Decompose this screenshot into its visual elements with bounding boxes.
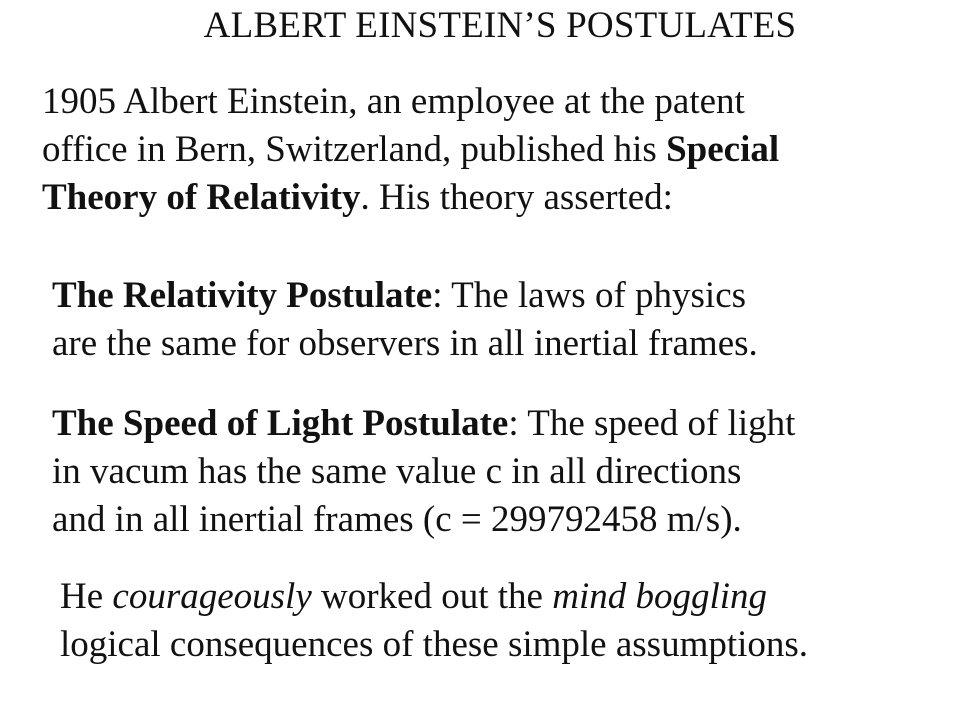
closing-courageously: courageously xyxy=(112,576,312,617)
intro-line-1: 1905 Albert Einstein, an employee at the patent xyxy=(42,81,745,122)
relativity-postulate xyxy=(52,272,758,368)
intro-line-3-text: . His theory asserted: xyxy=(360,177,673,218)
closing-text-a: He xyxy=(60,576,113,617)
intro-line-2-text: office in Bern, Switzerland, published his xyxy=(42,129,667,170)
intro-line-3 xyxy=(42,174,779,222)
intro-paragraph xyxy=(42,78,779,222)
light-line-1 xyxy=(52,400,795,448)
slide-title: ALBERT EINSTEIN’S POSTULATES xyxy=(203,5,797,46)
light-postulate-term: The Speed of Light Postulate xyxy=(52,403,509,444)
closing-line-1 xyxy=(60,573,808,621)
closing-paragraph xyxy=(60,573,808,669)
relativity-line-2: are the same for observers in all inertial frames. xyxy=(52,323,758,364)
intro-theory-term: Theory of Relativity xyxy=(42,177,361,218)
relativity-line-1-text: : The laws of physics xyxy=(432,275,747,316)
closing-mind-boggling: mind boggling xyxy=(552,576,768,617)
light-line-1-text: : The speed of light xyxy=(508,403,796,444)
relativity-line-1 xyxy=(52,272,758,320)
light-line-2: in vacum has the same value c in all directions xyxy=(52,451,742,492)
speed-of-light-postulate xyxy=(52,400,795,544)
relativity-postulate-term: The Relativity Postulate xyxy=(52,275,433,316)
intro-line-2 xyxy=(42,126,779,174)
closing-line-2: logical consequences of these simple assumptions. xyxy=(60,624,809,665)
intro-special-term: Special xyxy=(666,129,780,170)
light-line-3: and in all inertial frames (c = 299792458 m/s). xyxy=(52,499,742,540)
closing-text-b: worked out the xyxy=(311,576,553,617)
